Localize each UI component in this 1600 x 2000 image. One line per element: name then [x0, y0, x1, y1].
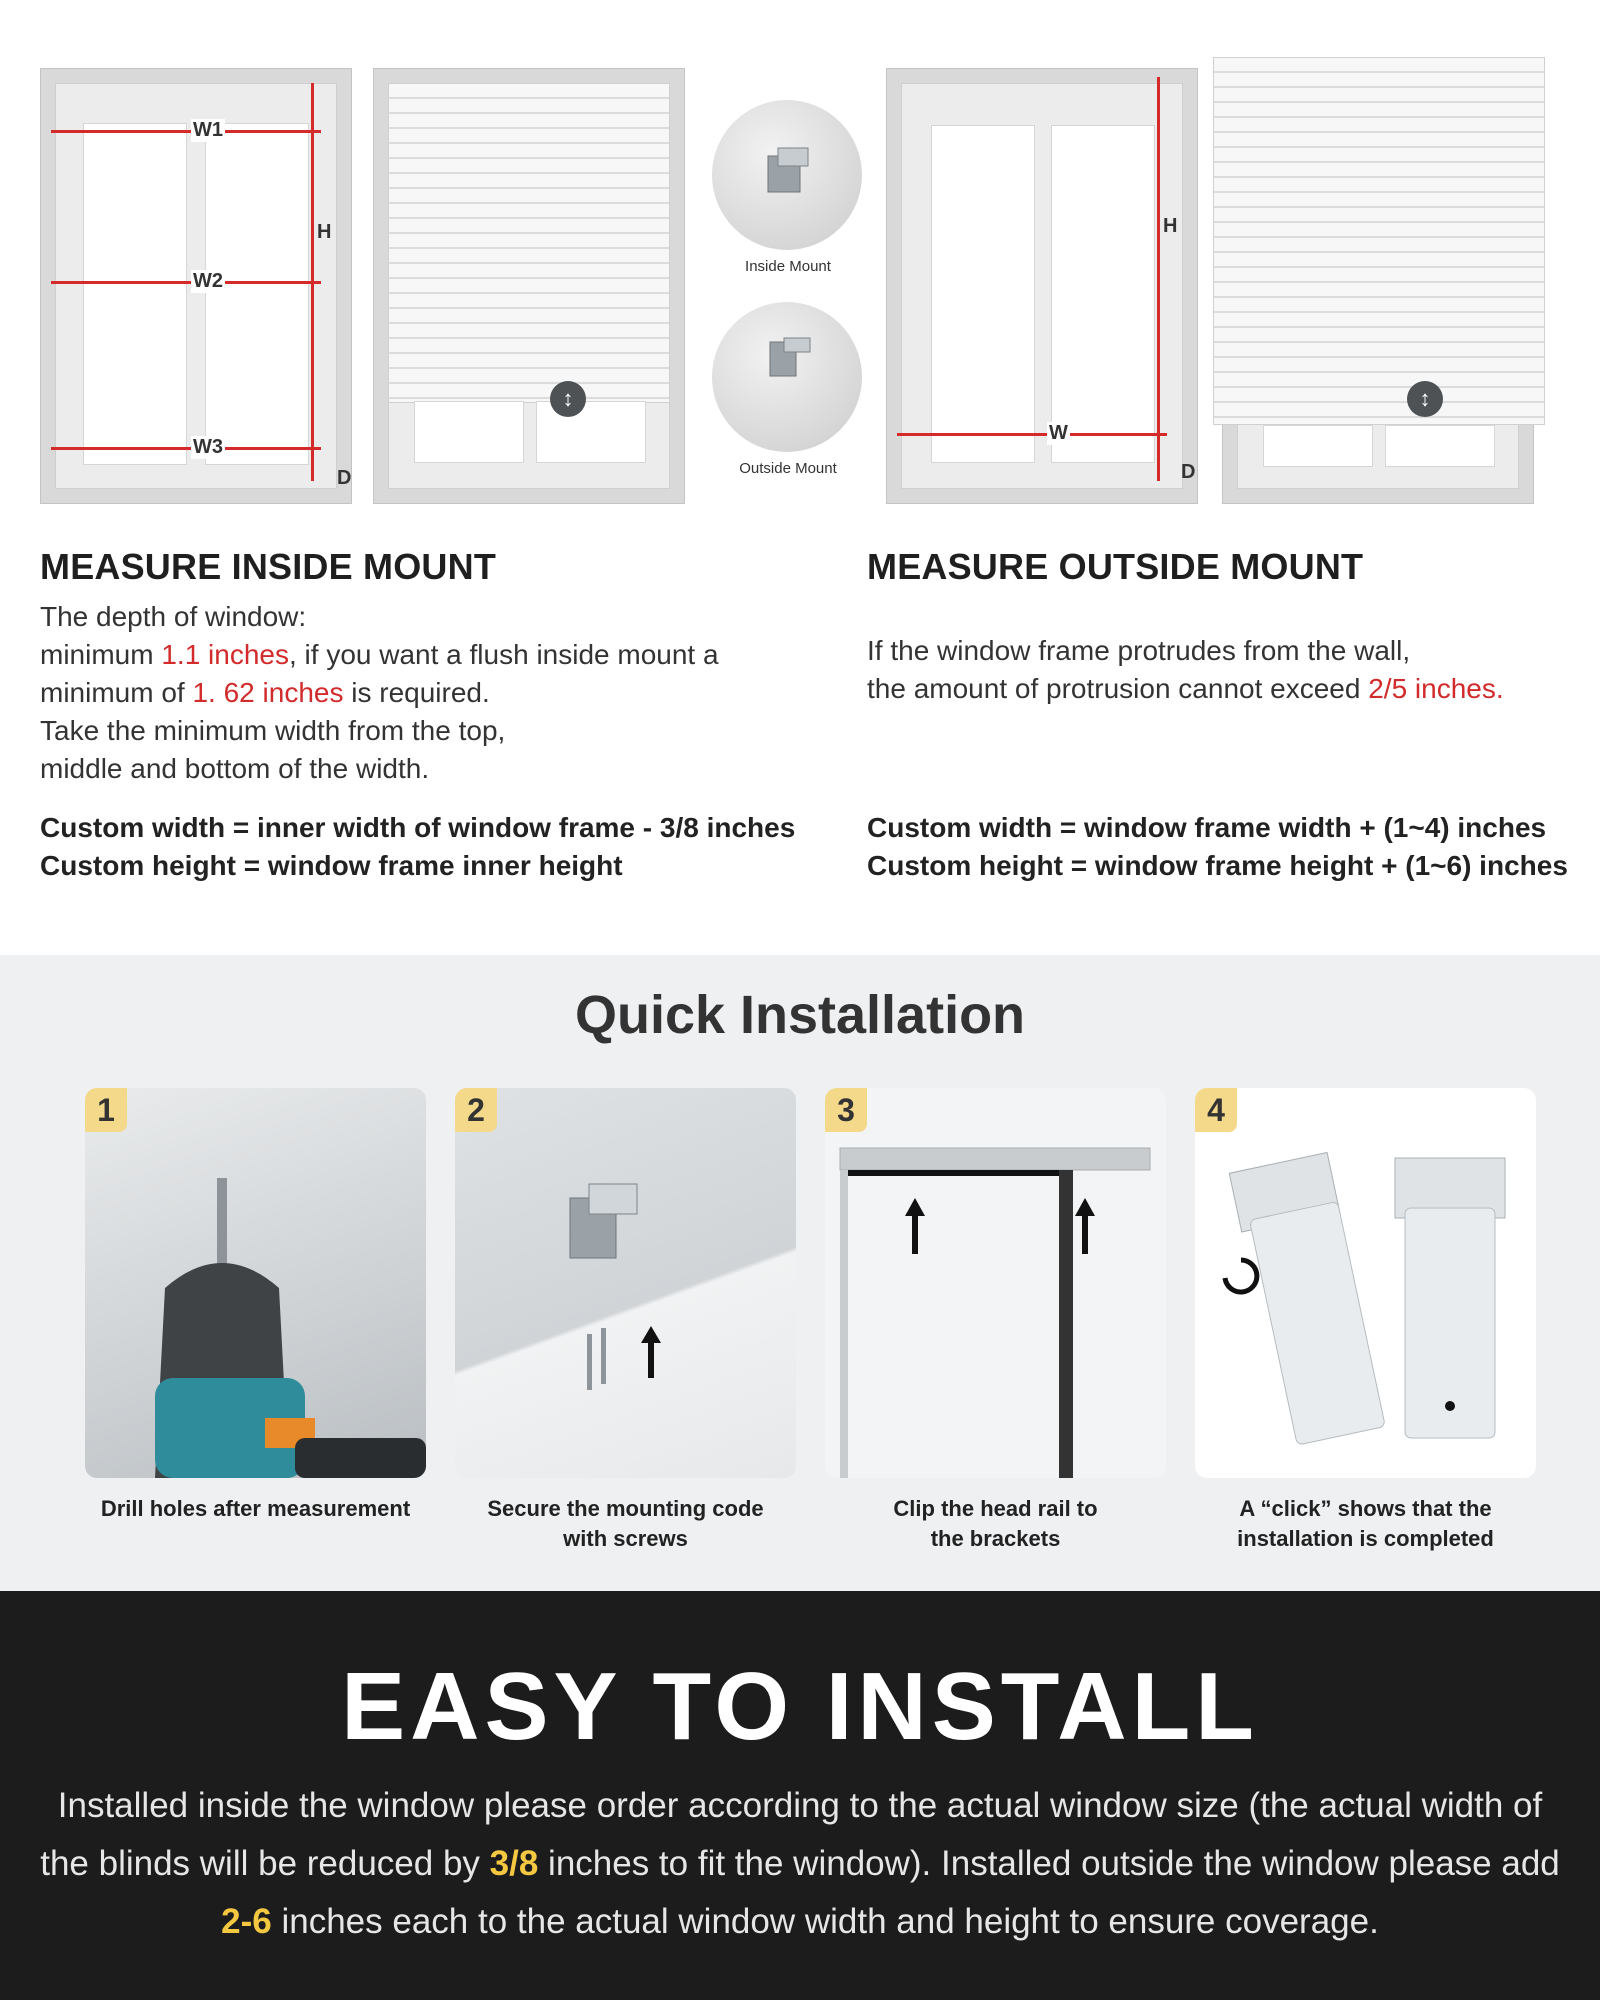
w1-label: W1 — [193, 119, 223, 141]
outside-line-1: If the window frame protrudes from the wall, — [867, 635, 1411, 666]
inside-formulas — [40, 809, 860, 885]
bracket-and-screws-icon — [455, 1088, 796, 1478]
min-depth-value: 1.1 inches — [161, 639, 289, 670]
outside-mount-bracket-icon — [712, 302, 862, 452]
inside-measure-diagram — [40, 68, 352, 504]
drill-icon — [85, 1088, 426, 1478]
inside-line-4: Take the minimum width from the top, — [40, 715, 506, 746]
inside-mount-heading: MEASURE INSIDE MOUNT — [40, 546, 497, 587]
inside-line-1: The depth of window: — [40, 601, 307, 632]
window-pane-left — [1263, 425, 1373, 467]
blind-slats — [388, 83, 670, 403]
inside-mount-label: Inside Mount — [745, 258, 831, 275]
inside-width-formula: Custom width = inner width of window frame - 3/8 inches — [40, 812, 796, 843]
w3-line — [51, 447, 321, 450]
w2-line — [51, 281, 321, 284]
headrail-clip-icon — [825, 1088, 1166, 1478]
blind-slats — [1213, 57, 1545, 425]
w1-line — [51, 130, 321, 133]
h-line — [311, 83, 314, 481]
outside-blind-diagram — [1222, 68, 1534, 504]
lift-arrows-icon: ↕ — [1407, 381, 1443, 417]
outside-formulas — [867, 809, 1587, 885]
outside-line-2: the amount of protrusion cannot exceed 2/5 inches. — [867, 673, 1504, 704]
inside-line-3: minimum of 1. 62 inches is required. — [40, 677, 490, 708]
inside-line-5: middle and bottom of the width. — [40, 753, 430, 784]
window-pane-right — [536, 401, 646, 463]
easy-install-description: Installed inside the window please order according to the actual window size (the actual width of the blinds will be reduced by 3/8 inches to fit the window). Installed outside the window please add 2-6 inches each to the actual window width and height to ensure coverage. — [40, 1786, 1560, 1941]
step-4-caption: A “click” shows that the installation is completed — [1237, 1496, 1494, 1551]
step-1-caption: Drill holes after measurement — [100, 1496, 411, 1521]
flush-depth-value: 1. 62 inches — [192, 677, 344, 708]
d-label: D — [337, 467, 352, 489]
lift-arrows-icon: ↕ — [550, 381, 586, 417]
outside-mount-heading: MEASURE OUTSIDE MOUNT — [867, 546, 1364, 587]
h-line — [1157, 77, 1160, 481]
step-1-badge: 1 — [85, 1088, 127, 1132]
easy-install-title: EASY TO INSTALL — [341, 1653, 1259, 1760]
reduction-value: 3/8 — [489, 1844, 539, 1883]
outside-mount-label: Outside Mount — [739, 460, 837, 477]
protrusion-value: 2/5 inches. — [1368, 673, 1504, 704]
inside-mount-description — [40, 598, 820, 788]
inside-line-2: minimum 1.1 inches, if you want a flush inside mount a — [40, 639, 719, 670]
w-label: W — [1049, 422, 1068, 444]
w-line — [897, 433, 1167, 436]
step-4-image — [1195, 1088, 1536, 1478]
click-install-icon — [1195, 1088, 1536, 1478]
window-pane-right — [1051, 125, 1155, 463]
w2-label: W2 — [193, 270, 223, 292]
step-3-image — [825, 1088, 1166, 1478]
outside-width-formula: Custom width = window frame width + (1~4) inches — [867, 812, 1547, 843]
h-label: H — [1163, 215, 1178, 237]
step-3-badge: 3 — [825, 1088, 867, 1132]
w3-label: W3 — [193, 436, 223, 458]
window-pane-left — [83, 123, 187, 465]
window-pane-right — [1385, 425, 1495, 467]
outside-measure-diagram — [886, 68, 1198, 504]
step-2-image — [455, 1088, 796, 1478]
inside-blind-diagram — [373, 68, 685, 504]
step-2-badge: 2 — [455, 1088, 497, 1132]
quick-installation-title: Quick Installation — [574, 985, 1026, 1045]
step-1-image — [85, 1088, 426, 1478]
outside-mount-description — [867, 632, 1587, 708]
inside-mount-bracket-icon — [712, 100, 862, 250]
addition-value: 2-6 — [221, 1902, 272, 1941]
h-label: H — [317, 221, 332, 243]
window-pane-right — [205, 123, 309, 465]
step-3-caption: Clip the head rail to the brackets — [893, 1496, 1098, 1551]
step-4-badge: 4 — [1195, 1088, 1237, 1132]
window-pane-left — [414, 401, 524, 463]
d-label: D — [1181, 461, 1196, 483]
outside-height-formula: Custom height = window frame height + (1~6) inches — [867, 850, 1568, 881]
inside-height-formula: Custom height = window frame inner height — [40, 850, 623, 881]
step-2-caption: Secure the mounting code with screws — [487, 1496, 764, 1551]
window-pane-left — [931, 125, 1035, 463]
